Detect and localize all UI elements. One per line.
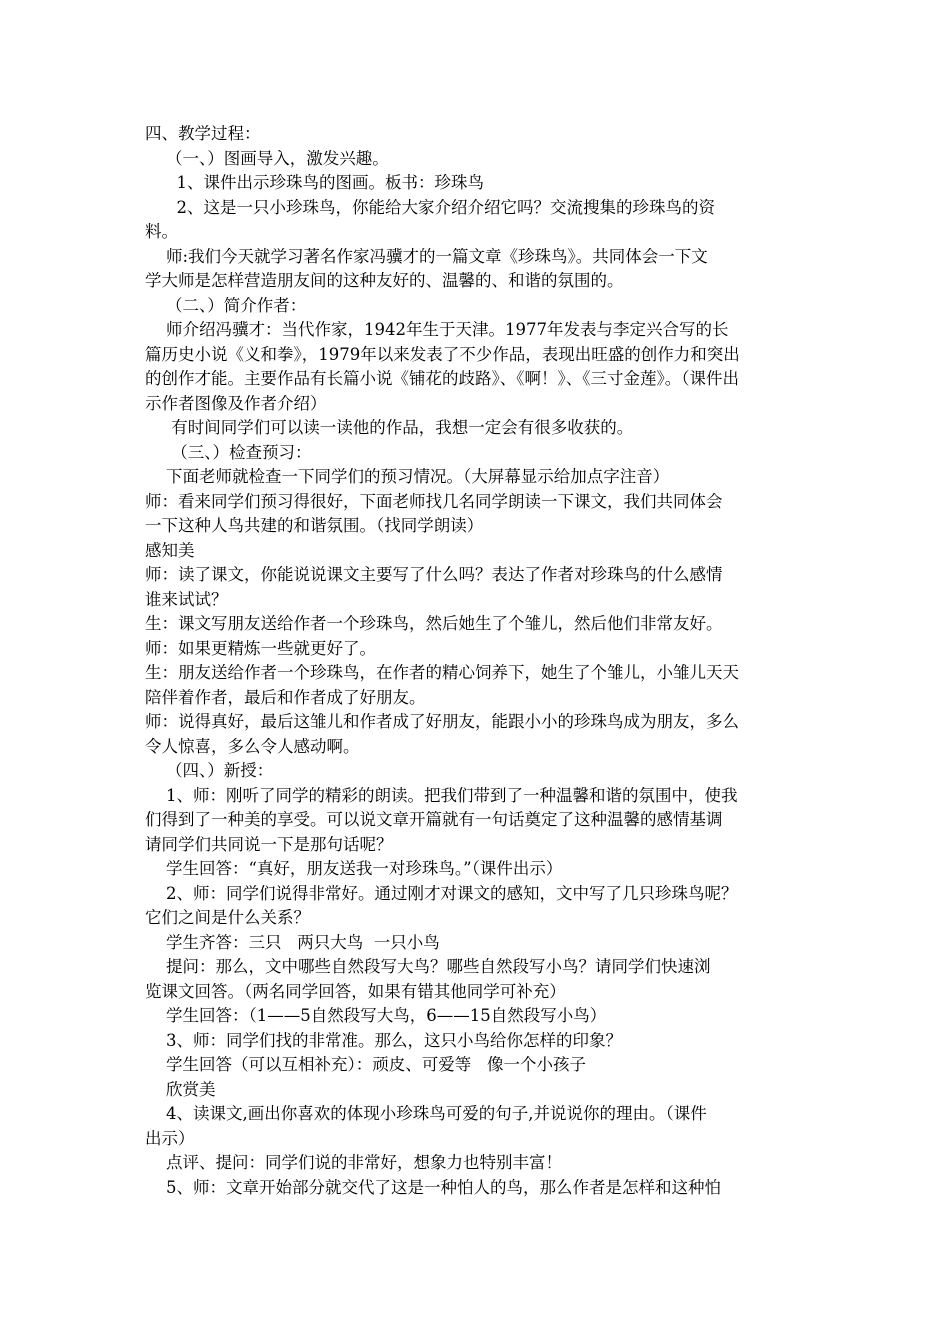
text-line: 它们之间是什么关系？	[145, 908, 310, 927]
text-line: 请同学们共同说一下是那句话呢？	[145, 834, 393, 854]
text-line: 师：看来同学们预习得很好，下面老师找几名同学朗读一下课文，我们共同体会	[145, 491, 723, 511]
text-line: 师:我们今天就学习著名作家冯骥才的一篇文章《珍珠鸟》。共同体会一下文	[145, 246, 708, 266]
text-line: （三、）检查预习：	[145, 442, 312, 462]
text-line: 生：朋友送给作者一个珍珠鸟，在作者的精心饲养下，她生了个雏儿，小雏儿天天	[145, 663, 739, 682]
text-line: 5、师：文章开始部分就交代了这是一种怕人的鸟，那么作者是怎样和这种怕	[145, 1177, 721, 1197]
text-line: 学生回答：（1——5自然段写大鸟，6——15自然段写小鸟）	[145, 1006, 607, 1025]
text-line: 出示）	[145, 1128, 195, 1148]
text-line: 1、课件出示珍珠鸟的图画。板书：珍珠鸟	[145, 173, 484, 192]
text-line: 师介绍冯骥才：当代作家，1942年生于天津。1977年发表与李定兴合写的长	[145, 320, 729, 339]
text-line: 4、读课文,画出你喜欢的体现小珍珠鸟可爱的句子,并说说你的理由。（课件	[145, 1104, 707, 1123]
text-line: 学生回答（可以互相补充）：顽皮、可爱等 像一个小孩子	[145, 1055, 586, 1074]
text-line: 提问：那么，文中哪些自然段写大鸟？哪些自然段写小鸟？请同学们快速浏	[145, 957, 711, 976]
text-line: 令人惊喜，多么令人感动啊。	[145, 736, 360, 756]
text-line: 一下这种人鸟共建的和谐氛围。（找同学朗读）	[145, 516, 484, 535]
text-line: 篇历史小说《义和拳》，1979年以来发表了不少作品，表现出旺盛的创作力和突出	[145, 344, 740, 364]
text-line: 们得到了一种美的享受。可以说文章开篇就有一句话奠定了这种温馨的感情基调	[145, 810, 723, 829]
text-line: 学大师是怎样营造朋友间的这种友好的、温馨的、和谐的氛围的。	[145, 271, 624, 290]
text-line: 2、这是一只小珍珠鸟，你能给大家介绍介绍它吗？交流搜集的珍珠鸟的资	[145, 197, 715, 217]
text-line: 有时间同学们可以读一读他的作品，我想一定会有很多收获的。	[145, 418, 634, 437]
text-line: 师：说得真好，最后这雏儿和作者成了好朋友，能跟小小的珍珠鸟成为朋友，多么	[145, 712, 739, 731]
text-line: 示作者图像及作者介绍）	[145, 393, 327, 413]
text-line: 3、师：同学们找的非常准。那么，这只小鸟给你怎样的印象？	[145, 1030, 622, 1050]
text-line: 四、教学过程：	[145, 124, 261, 143]
document-page	[145, 122, 817, 1200]
text-line: 学生齐答：三只 两只大鸟 一只小鸟	[145, 932, 440, 952]
text-line: 生：课文写朋友送给作者一个珍珠鸟，然后她生了个雏儿，然后他们非常友好。	[145, 614, 723, 633]
text-line: 谁来试试？	[145, 589, 228, 609]
text-line: 点评、提问：同学们说的非常好，想象力也特别丰富！	[145, 1153, 562, 1172]
text-line: （一、）图画导入，激发兴趣。	[145, 148, 389, 168]
text-line: 陪伴着作者，最后和作者成了好朋友。	[145, 687, 426, 707]
text-line: 欣赏美	[145, 1079, 216, 1099]
text-line: 师：如果更精炼一些就更好了。	[145, 638, 376, 658]
text-line: 下面老师就检查一下同学们的预习情况。（大屏幕显示给加点字注音）	[145, 467, 670, 486]
text-line: 1、师：刚听了同学的精彩的朗读。把我们带到了一种温馨和谐的氛围中，使我	[145, 785, 738, 805]
text-line: （二、）简介作者：	[145, 295, 307, 315]
text-line: 2、师：同学们说得非常好。通过刚才对课文的感知，文中写了几只珍珠鸟呢？	[145, 883, 738, 903]
text-line: 学生回答：“真好，朋友送我一对珍珠鸟。”（课件出示）	[145, 859, 563, 878]
text-line: 感知美	[145, 540, 195, 560]
text-line: （四、）新授：	[145, 761, 274, 780]
text-line: 览课文回答。（两名同学回答，如果有错其他同学可补充）	[145, 981, 566, 1001]
text-line: 料。	[145, 222, 178, 241]
text-line: 的创作才能。主要作品有长篇小说《铺花的歧路》、《啊！》、《三寸金莲》。（课件出	[145, 369, 739, 388]
text-line: 师：读了课文，你能说说课文主要写了什么吗？表达了作者对珍珠鸟的什么感情	[145, 565, 723, 584]
